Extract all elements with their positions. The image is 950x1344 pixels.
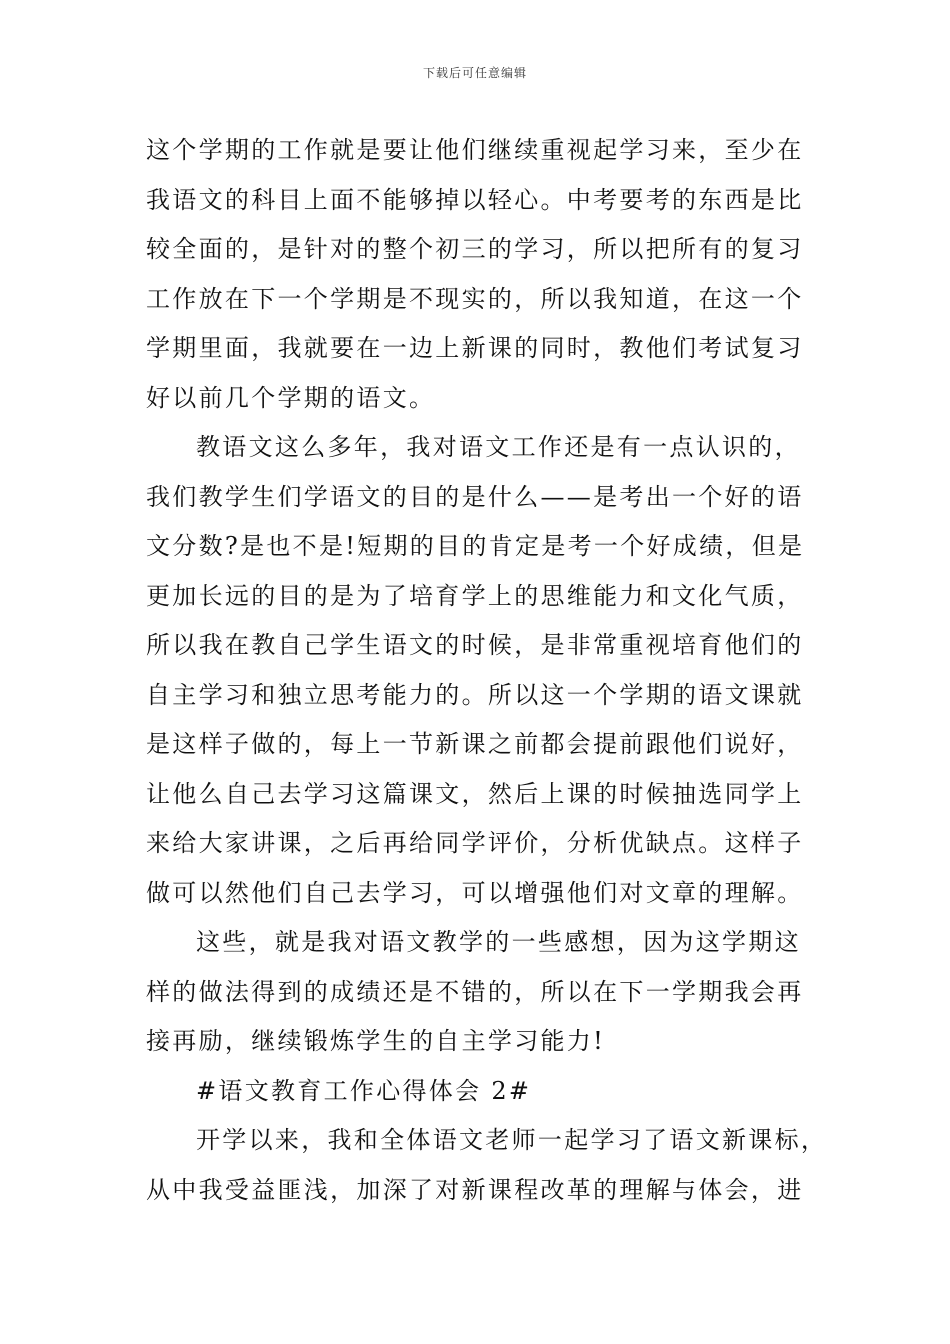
text-line: 工作放在下一个学期是不现实的，所以我知道，在这一个 — [146, 284, 804, 313]
text-line: 来给大家讲课，之后再给同学评价，分析优缺点。这样子 — [146, 829, 804, 857]
section-heading: #语文教育工作心得体会 2# — [196, 1076, 532, 1105]
text-line: 较全面的，是针对的整个初三的学习，所以把所有的复习 — [146, 235, 804, 263]
text-line: 所以我在教自己学生语文的时候，是非常重视培育他们的 — [146, 631, 804, 659]
header-note: 下载后可任意编辑 — [422, 66, 527, 80]
text-line: 我语文的科目上面不能够掉以轻心。中考要考的东西是比 — [146, 185, 804, 214]
text-line: 学期里面，我就要在一边上新课的同时，教他们考试复习 — [146, 334, 804, 362]
text-line: 我们教学生们学语文的目的是什么——是考出一个好的语 — [146, 482, 804, 511]
paragraph-first-line: 这些，就是我对语文教学的一些感想，因为这学期这 — [196, 928, 801, 956]
body-text — [146, 126, 826, 1215]
text-line: 让他么自己去学习这篇课文，然后上课的时候抽选同学上 — [146, 779, 804, 808]
text-line: 接再励，继续锻炼学生的自主学习能力! — [146, 1027, 606, 1055]
text-line: 更加长远的目的是为了培育学上的思维能力和文化气质， — [146, 581, 804, 610]
paragraph-first-line: 教语文这么多年，我对语文工作还是有一点认识的， — [196, 433, 801, 461]
text-line: 从中我受益匪浅，加深了对新课程改革的理解与体会，进 — [146, 1175, 804, 1204]
text-line: 是这样子做的，每上一节新课之前都会提前跟他们说好， — [146, 730, 804, 758]
text-line: 自主学习和独立思考能力的。所以这一个学期的语文课就 — [146, 680, 804, 709]
text-line: 样的做法得到的成绩还是不错的，所以在下一学期我会再 — [146, 977, 804, 1006]
paragraph-first-line: 开学以来，我和全体语文老师一起学习了语文新课标， — [196, 1126, 828, 1154]
text-line: 这个学期的工作就是要让他们继续重视起学习来，至少在 — [146, 136, 804, 164]
text-line: 做可以然他们自己去学习，可以增强他们对文章的理解。 — [146, 878, 804, 907]
text-line: 好以前几个学期的语文。 — [146, 383, 436, 412]
text-line: 文分数?是也不是!短期的目的肯定是考一个好成绩，但是 — [146, 532, 805, 560]
